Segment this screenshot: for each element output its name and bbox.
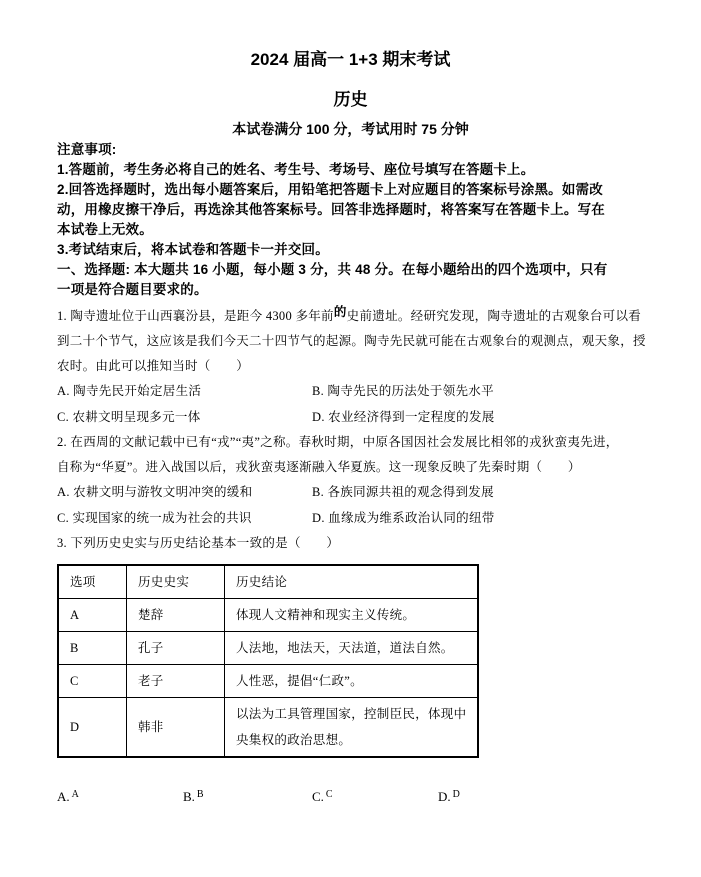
table-header-row	[58, 565, 478, 599]
notice-line-4: 本试卷上无效。	[57, 222, 153, 237]
q3-answer-choices-row	[57, 789, 701, 811]
q1-line-3: 农时。由此可以推知当时（ ）	[57, 359, 250, 373]
q2-line-1: 2. 在西周的文献记载中已有“戎”“夷”之称。春秋时期，中原各国因社会发展比相邻的戎狄蛮夷先进，	[57, 435, 619, 449]
answer-choice-d-value: D	[452, 789, 460, 800]
answer-choice-a	[57, 789, 77, 805]
answer-choice-d-label: D.	[438, 789, 451, 804]
question-2	[57, 430, 661, 531]
table-cell-option-c: C	[58, 665, 127, 698]
table-cell-fact-d: 韩非	[127, 698, 225, 758]
q2-options-row-1	[57, 480, 661, 506]
table-cell-conclusion-c: 人性恶，提倡“仁政”。	[225, 665, 479, 698]
exam-info-line: 本试卷满分 100 分，考试用时 75 分钟	[232, 121, 469, 137]
answer-choice-b-label: B.	[183, 789, 195, 804]
notice-line-2: 2.回答选择题时，选出每小题答案后，用铅笔把答题卡上对应题目的答案标号涂黑。如需改	[57, 182, 603, 197]
table-cell-fact-c: 老子	[127, 665, 225, 698]
q1-options-row-2	[57, 405, 661, 431]
table-cell-conclusion-b: 人法地，地法天，天法道，道法自然。	[225, 632, 479, 665]
q1-option-a: A. 陶寺先民开始定居生活	[57, 384, 202, 398]
table-cell-option-d: D	[58, 698, 127, 758]
q1-option-c: C. 农耕文明呈现多元一体	[57, 409, 201, 424]
table-cell-fact-b: 孔子	[127, 632, 225, 665]
exam-title: 2024 届高一 1+3 期末考试	[250, 50, 451, 69]
answer-choice-c-label: C.	[312, 789, 324, 804]
table-cell-option-b: B	[58, 632, 127, 665]
q2-options-row-2	[57, 506, 661, 532]
question-1	[57, 304, 661, 430]
section-heading-line-1: 一、选择题: 本大题共 16 小题，每小题 3 分，共 48 分。在每小题给出的四个选项中，只有	[57, 262, 608, 277]
table-row-c	[58, 665, 478, 698]
table-header-fact: 历史史实	[127, 565, 225, 599]
notice-line-1: 1.答题前，考生务必将自己的姓名、考生号、考场号、座位号填写在答题卡上。	[57, 162, 535, 177]
q1-line1-post: 史前遗址。经研究发现，陶寺遗址的古观象台可以看	[346, 309, 642, 323]
q1-line-1	[57, 304, 661, 329]
q2-option-c: C. 实现国家的统一成为社会的共识	[57, 510, 252, 525]
table-cell-conclusion-d: 以法为工具管理国家，控制臣民，体现中央集权的政治思想。	[225, 698, 479, 758]
table-cell-option-a: A	[58, 599, 127, 632]
answer-choice-d	[438, 789, 458, 805]
exam-subject: 历史	[333, 90, 368, 109]
answer-choice-a-value: A	[71, 789, 79, 800]
table-row-a	[58, 599, 478, 632]
q1-option-d: D. 农业经济得到一定程度的发展	[312, 409, 495, 424]
table-header-conclusion: 历史结论	[225, 565, 479, 599]
q3-fact-conclusion-table	[57, 564, 479, 758]
q2-option-b: B. 各族同源共祖的观念得到发展	[312, 485, 494, 499]
notice-heading: 注意事项:	[57, 142, 117, 157]
questions-area	[57, 304, 661, 556]
table-cell-conclusion-a: 体现人文精神和现实主义传统。	[225, 599, 479, 632]
answer-choice-b-value: B	[196, 789, 204, 800]
table-row-d	[58, 698, 478, 758]
notice-section	[57, 140, 651, 300]
q1-options-row-1	[57, 379, 661, 405]
table-header-option: 选项	[58, 565, 127, 599]
q2-line-2: 自称为“华夏”。进入战国以后，戎狄蛮夷逐渐融入华夏族。这一现象反映了先秦时期（ ）	[57, 460, 581, 474]
q1-line1-pre: 1. 陶寺遗址位于山西襄汾县，是距今 4300 多年前	[57, 309, 334, 323]
q1-inline-bold-char: 的	[333, 305, 347, 319]
q2-option-a: A. 农耕文明与游牧文明冲突的缓和	[57, 485, 253, 499]
answer-choice-b	[183, 789, 202, 805]
answer-choice-c	[312, 789, 331, 805]
q3-stem: 3. 下列历史史实与历史结论基本一致的是（ ）	[57, 536, 340, 550]
answer-choice-c-value: C	[325, 789, 333, 800]
notice-line-3: 动，用橡皮擦干净后，再选涂其他答案标号。回答非选择题时，将答案写在答题卡上。写在	[57, 202, 605, 217]
notice-line-5: 3.考试结束后，将本试卷和答题卡一并交回。	[57, 242, 329, 257]
q1-option-b: B. 陶寺先民的历法处于领先水平	[312, 384, 494, 398]
table-cell-fact-a: 楚辞	[127, 599, 225, 632]
q2-option-d: D. 血缘成为维系政治认同的纽带	[312, 510, 495, 525]
section-heading-line-2: 一项是符合题目要求的。	[57, 282, 208, 297]
table-row-b	[58, 632, 478, 665]
q1-line-2: 到二十个节气，这应该是我们今天二十四节气的起源。陶寺先民就可能在古观象台的观测点，观天象，授	[57, 334, 646, 348]
answer-choice-a-label: A.	[57, 789, 70, 804]
